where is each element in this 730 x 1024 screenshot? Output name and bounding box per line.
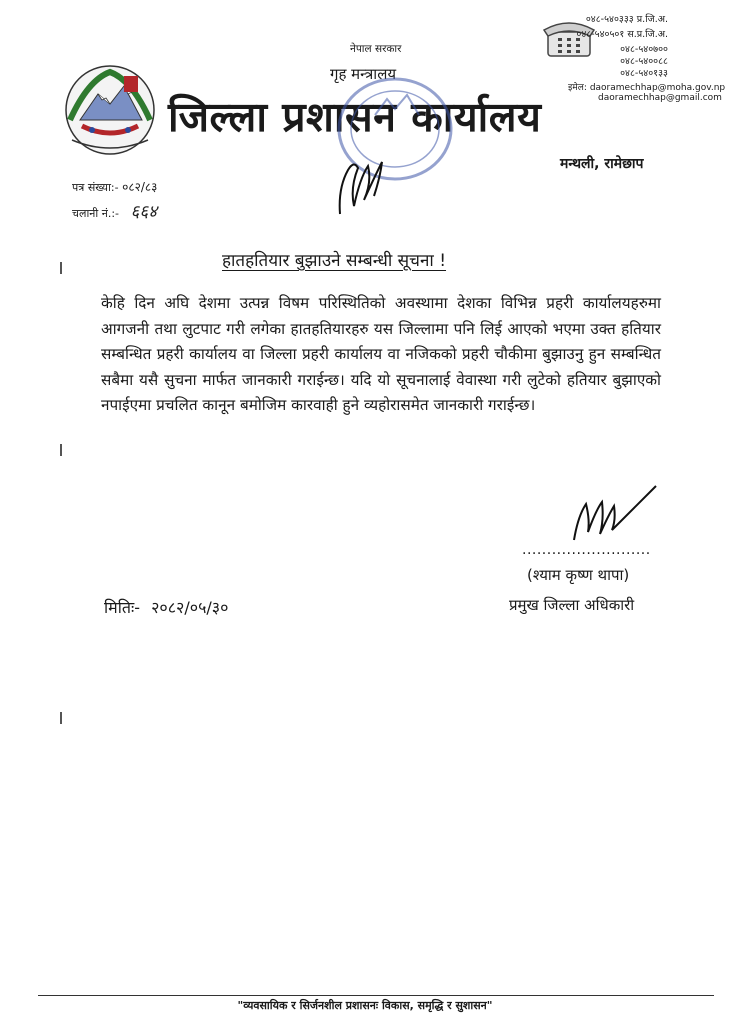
letter-number-label: पत्र संख्या:- <box>72 181 119 194</box>
phone-line: ०४८-५४०३३३ प्र.जि.अ. <box>585 14 668 25</box>
dispatch-number <box>72 199 157 222</box>
phone-line: ०४८-५४०१३३ <box>620 68 668 79</box>
dispatch-number-value: ६६४ <box>130 202 158 222</box>
signer-designation: प्रमुख जिल्ला अधिकारी <box>509 596 635 614</box>
letter-number-value: ०८२/८३ <box>122 180 158 194</box>
footer-divider <box>38 995 714 996</box>
ministry-label: गृह मन्त्रालय <box>330 65 397 83</box>
date <box>104 596 228 618</box>
government-label: नेपाल सरकार <box>350 43 402 55</box>
date-value: २०८२/०५/३० <box>151 598 229 617</box>
signature-mark <box>330 148 390 220</box>
margin-mark <box>60 262 62 274</box>
notice-heading: हातहतियार बुझाउने सम्बन्धी सूचना ! <box>222 251 447 271</box>
nepal-emblem-logo <box>58 60 162 158</box>
office-title: जिल्ला प्रशासन कार्यालय <box>168 93 542 141</box>
footer-motto: "व्यवसायिक र सिर्जनशील प्रशासनः विकास, समृद्धि र सुशासन" <box>237 999 493 1012</box>
phone-line: ०४८-५४०७०० <box>620 44 668 55</box>
email-address: daoramechhap@gmail.com <box>598 93 722 103</box>
margin-mark <box>60 444 62 456</box>
signer-name: (श्याम कृष्ण थापा) <box>527 566 630 584</box>
notice-body: केहि दिन अघि देशमा उत्पन्न विषम परिस्थितिको अवस्थामा देशका विभिन्न प्रहरी कार्यालयहरुमा आगजनी तथा लुटपाट गरी लगेका हातहतियारहरु यस जिल्लामा पनि लिई आएको भएमा उक्त हतियार सम्बन्धित प्रहरी कार्यालय वा जिल्ला प्रहरी कार्यालय वा नजिकको प्रहरी चौकीमा बुझाउनु हुन सम्बन्धित सबैमा यसै सुचना मार्फत जानकारी गराईन्छ। यदि यो सूचनालाई वेवास्था गरी लुटेको हतियार बुझाएको नपाईएमा प्रचलित कानून बमोजिम कारवाही हुने व्यहोरासमेत जानकारी गराईन्छ। <box>101 294 661 414</box>
dispatch-number-label: चलानी नं.:- <box>72 207 120 220</box>
office-address: मन्थली, रामेछाप <box>560 156 644 172</box>
signature-line: .......................... <box>522 542 651 558</box>
letter-number <box>72 178 157 195</box>
date-label: मितिः- <box>104 598 140 617</box>
margin-mark <box>60 712 62 724</box>
phone-line: ०४८-५४००८८ <box>620 56 668 67</box>
email-line <box>568 80 725 93</box>
phone-line: ०४८-५४०५०१ स.प्र.जि.अ. <box>576 29 668 40</box>
email-label: इमेल: <box>568 83 587 93</box>
email-address: daoramechhap@moha.gov.np <box>589 83 726 93</box>
